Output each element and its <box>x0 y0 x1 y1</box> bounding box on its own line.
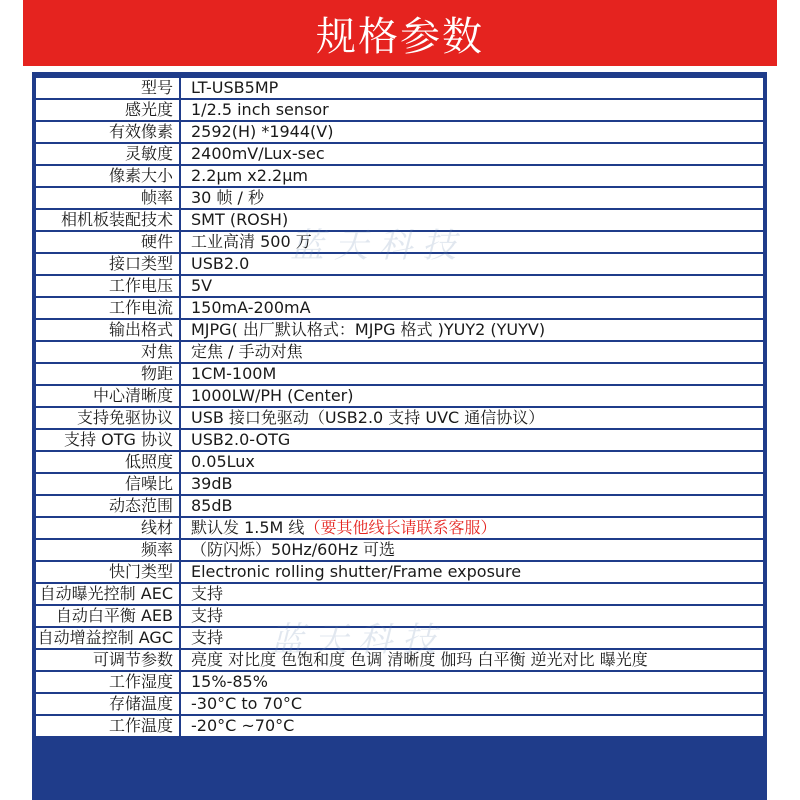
row-value: 85dB <box>180 495 764 517</box>
table-row <box>35 561 764 583</box>
table-row <box>35 583 764 605</box>
row-label: 对焦 <box>35 341 180 363</box>
row-value: 2592(H) *1944(V) <box>180 121 764 143</box>
row-value: 支持 <box>180 583 764 605</box>
table-row <box>35 77 764 99</box>
row-value: 5V <box>180 275 764 297</box>
row-value: 2400mV/Lux-sec <box>180 143 764 165</box>
row-label: 自动白平衡 AEB <box>35 605 180 627</box>
row-value: 1/2.5 inch sensor <box>180 99 764 121</box>
row-label: 相机板装配技术 <box>35 209 180 231</box>
row-label: 动态范围 <box>35 495 180 517</box>
table-row <box>35 715 764 737</box>
row-label: 自动增益控制 AGC <box>35 627 180 649</box>
row-label: 工作温度 <box>35 715 180 737</box>
row-value: -20°C ~70°C <box>180 715 764 737</box>
row-value: 30 帧 / 秒 <box>180 187 764 209</box>
row-label: 像素大小 <box>35 165 180 187</box>
row-label: 自动曝光控制 AEC <box>35 583 180 605</box>
cable-contact-note: （要其他线长请联系客服） <box>304 518 497 537</box>
table-row <box>35 231 764 253</box>
row-label: 快门类型 <box>35 561 180 583</box>
row-value: 定焦 / 手动对焦 <box>180 341 764 363</box>
row-value: USB2.0-OTG <box>180 429 764 451</box>
row-label: 物距 <box>35 363 180 385</box>
row-value: 支持 <box>180 605 764 627</box>
row-label: 线材 <box>35 517 180 539</box>
row-label: 存储温度 <box>35 693 180 715</box>
table-row <box>35 209 764 231</box>
row-label: 工作电压 <box>35 275 180 297</box>
table-row <box>35 165 764 187</box>
row-value: -30°C to 70°C <box>180 693 764 715</box>
table-row <box>35 605 764 627</box>
row-value: 2.2μm x2.2μm <box>180 165 764 187</box>
table-row <box>35 627 764 649</box>
row-label: 型号 <box>35 77 180 99</box>
table-row <box>35 297 764 319</box>
row-value: 39dB <box>180 473 764 495</box>
table-row <box>35 187 764 209</box>
row-value <box>180 517 764 539</box>
row-value: 15%-85% <box>180 671 764 693</box>
row-value: Electronic rolling shutter/Frame exposure <box>180 561 764 583</box>
row-label: 支持 OTG 协议 <box>35 429 180 451</box>
row-value: 0.05Lux <box>180 451 764 473</box>
table-row <box>35 539 764 561</box>
row-label: 工作电流 <box>35 297 180 319</box>
row-value: MJPG( 出厂默认格式：MJPG 格式 )YUY2 (YUYV) <box>180 319 764 341</box>
table-row <box>35 319 764 341</box>
table-row <box>35 451 764 473</box>
row-label: 感光度 <box>35 99 180 121</box>
row-value: USB2.0 <box>180 253 764 275</box>
row-value: 150mA-200mA <box>180 297 764 319</box>
table-row <box>35 671 764 693</box>
row-value: 支持 <box>180 627 764 649</box>
row-label: 支持免驱协议 <box>35 407 180 429</box>
row-label: 硬件 <box>35 231 180 253</box>
row-label: 可调节参数 <box>35 649 180 671</box>
table-row <box>35 121 764 143</box>
table-row <box>35 143 764 165</box>
row-label: 有效像素 <box>35 121 180 143</box>
row-value: LT-USB5MP <box>180 77 764 99</box>
table-row <box>35 693 764 715</box>
table-row <box>35 429 764 451</box>
row-label: 中心清晰度 <box>35 385 180 407</box>
table-row <box>35 517 764 539</box>
cable-default-text: 默认发 1.5M 线 <box>191 518 305 537</box>
table-row <box>35 473 764 495</box>
row-value: 亮度 对比度 色饱和度 色调 清晰度 伽玛 白平衡 逆光对比 曝光度 <box>180 649 764 671</box>
watermark: 蓝天科技 <box>290 226 466 266</box>
table-row <box>35 407 764 429</box>
row-label: 接口类型 <box>35 253 180 275</box>
table-row <box>35 649 764 671</box>
watermark: 蓝天科技 <box>270 620 446 660</box>
row-label: 输出格式 <box>35 319 180 341</box>
row-value: 工业高清 500 万 <box>180 231 764 253</box>
row-label: 灵敏度 <box>35 143 180 165</box>
title-banner <box>23 0 777 66</box>
table-row <box>35 495 764 517</box>
table-row <box>35 99 764 121</box>
row-value: SMT (ROSH) <box>180 209 764 231</box>
row-label: 低照度 <box>35 451 180 473</box>
table-row <box>35 253 764 275</box>
row-value: USB 接口免驱动（USB2.0 支持 UVC 通信协议） <box>180 407 764 429</box>
row-label: 工作湿度 <box>35 671 180 693</box>
table-row <box>35 363 764 385</box>
table-row <box>35 275 764 297</box>
row-label: 信噪比 <box>35 473 180 495</box>
row-value: 1CM-100M <box>180 363 764 385</box>
page-title: 规格参数 <box>316 13 484 60</box>
row-label: 帧率 <box>35 187 180 209</box>
row-label: 频率 <box>35 539 180 561</box>
table-row <box>35 385 764 407</box>
spec-table <box>34 76 765 738</box>
table-row <box>35 341 764 363</box>
row-value: （防闪烁）50Hz/60Hz 可选 <box>180 539 764 561</box>
row-value: 1000LW/PH (Center) <box>180 385 764 407</box>
